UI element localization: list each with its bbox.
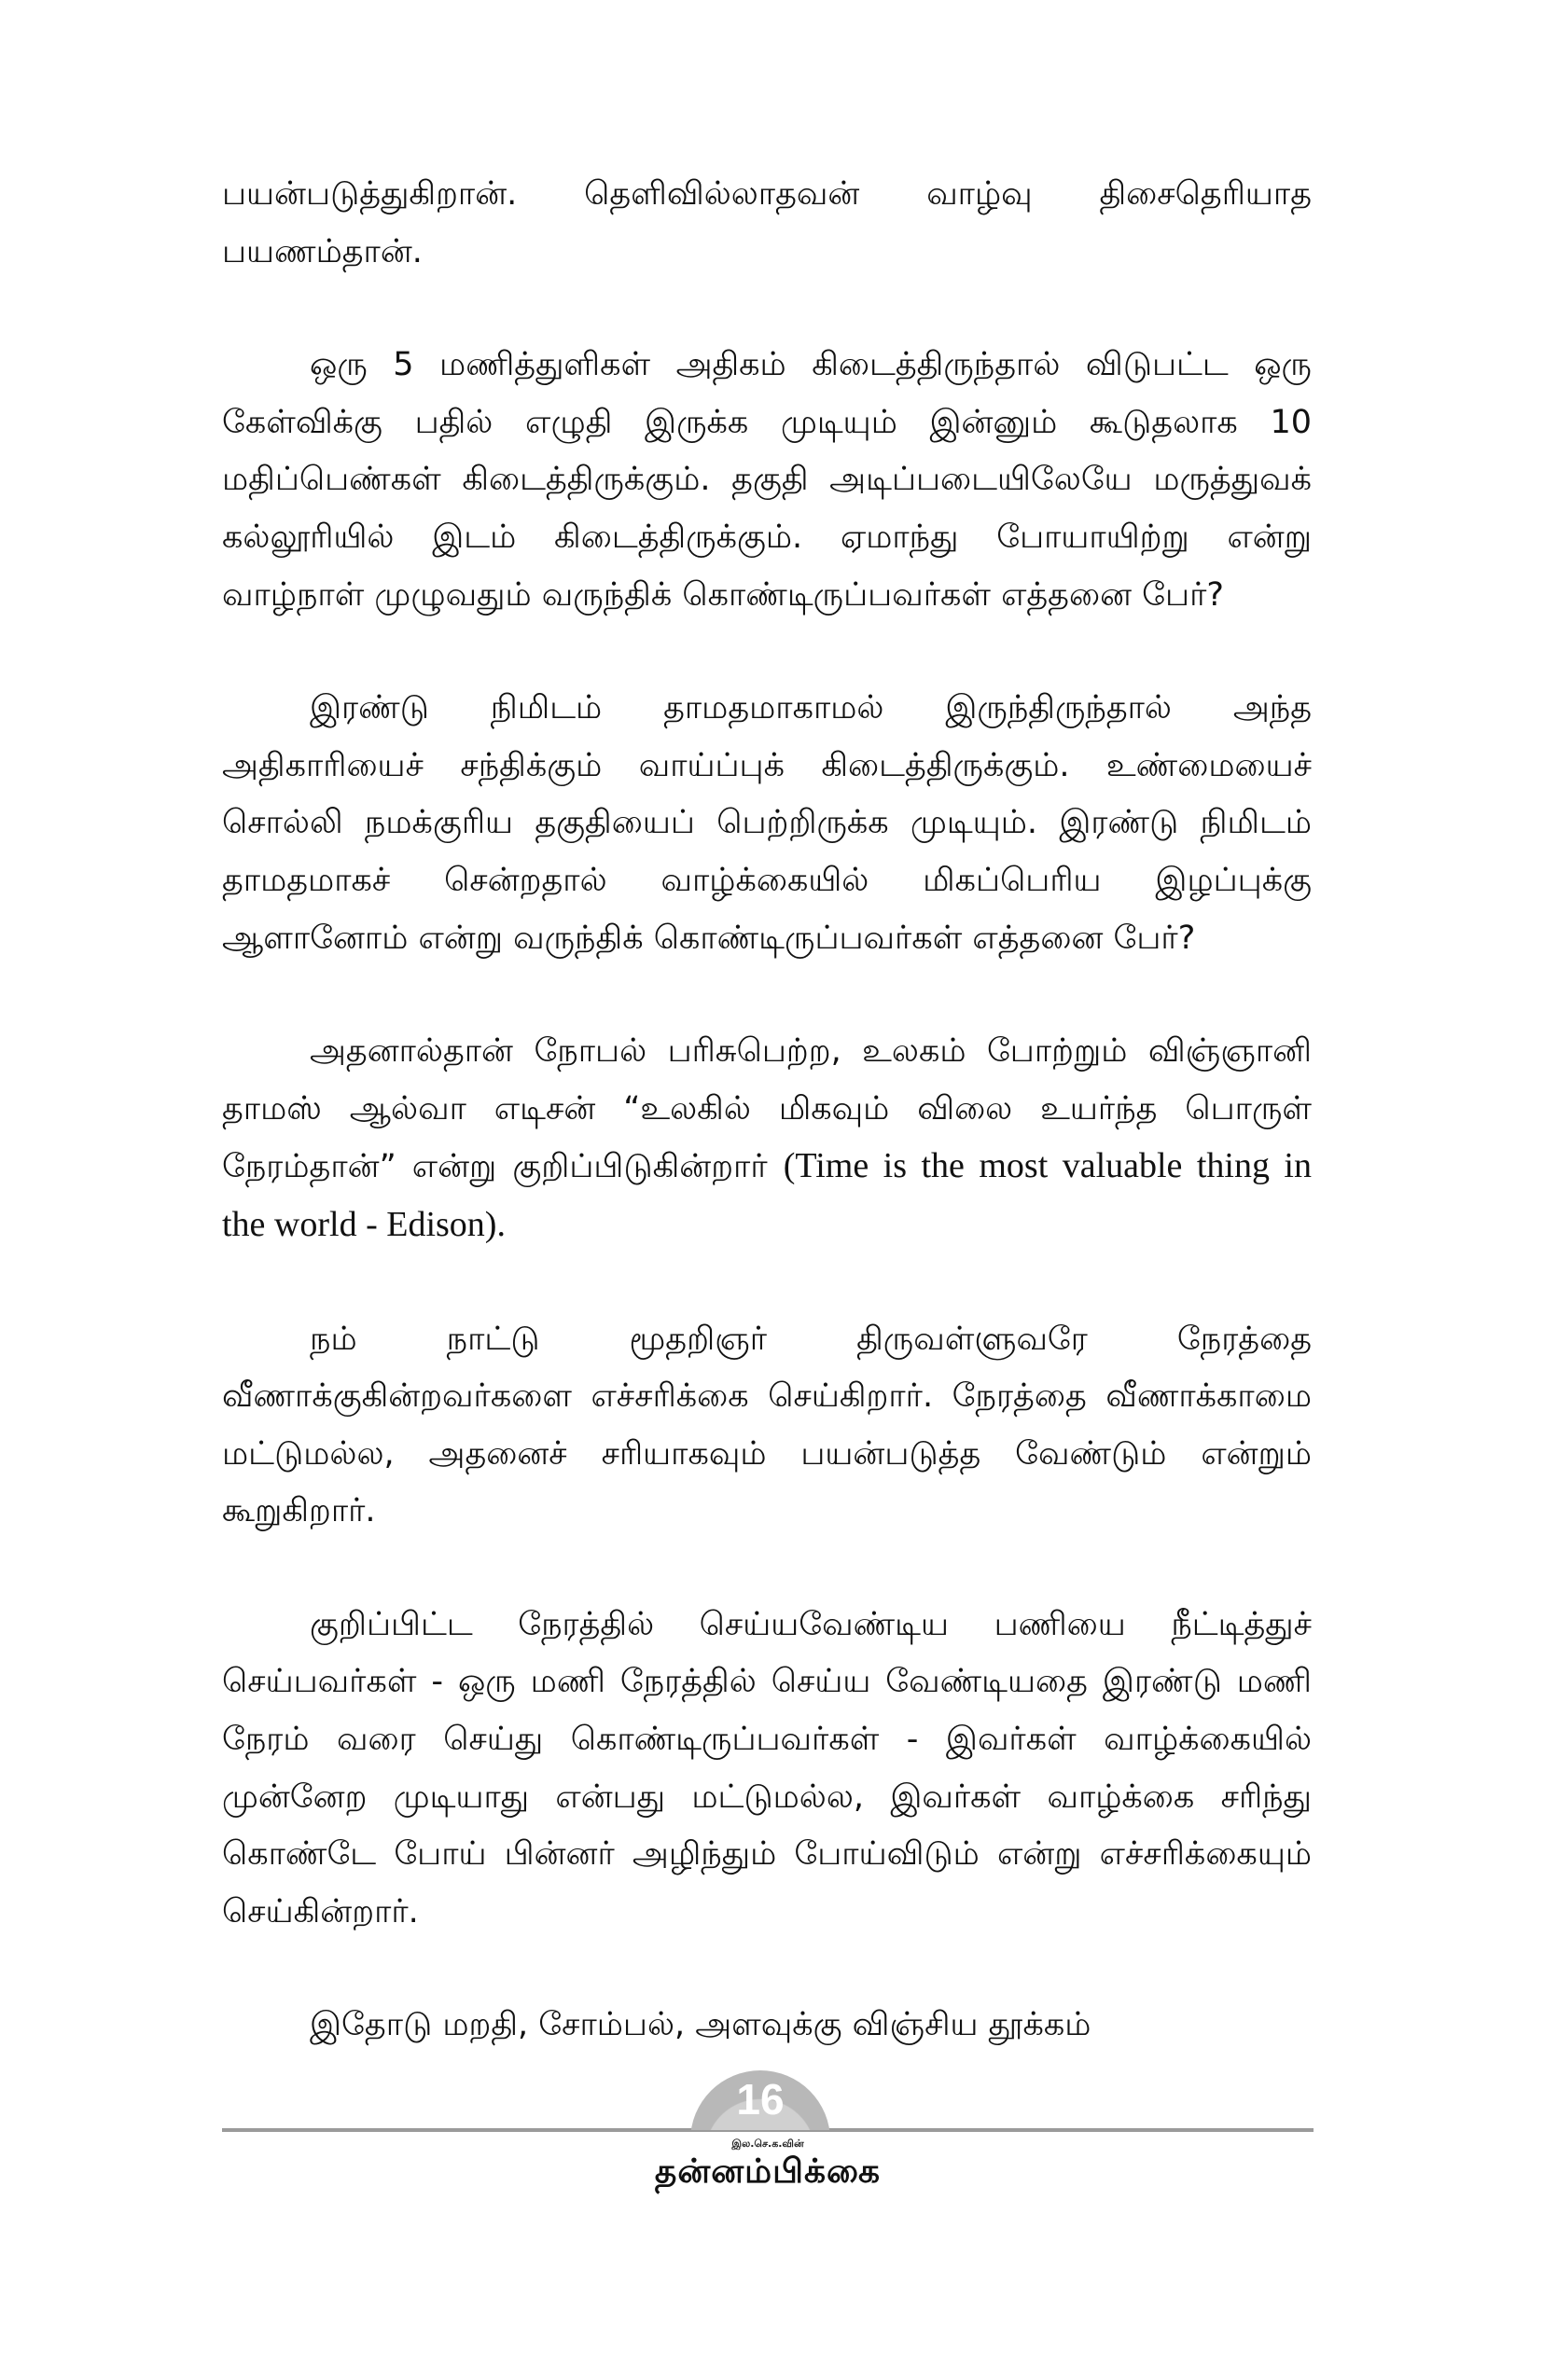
page-number: 16 xyxy=(736,2075,785,2124)
page-footer xyxy=(222,2070,1314,2257)
paragraph: குறிப்பிட்ட நேரத்தில் செய்யவேண்டிய பணியை நீட்டித்துச் செய்பவர்கள் - ஒரு மணி நேரத்தில் செய்ய வேண்டியதை இரண்டு மணி நேரம் வரை செய்து கொண்டிருப்பவர்கள் - இவர்கள் வாழ்க்கையில் முன்னேற முடியாது என்பது மட்டுமல்ல, இவர்கள் வாழ்க்கை சரிந்து கொண்டே போய் பின்னர் அழிந்தும் போய்விடும் என்று எச்சரிக்கையும் செய்கின்றார். xyxy=(222,1605,1312,1930)
paragraph: இதோடு மறதி, சோம்பல், அளவுக்கு விஞ்சிய தூக்கம் xyxy=(310,2006,1091,2044)
paragraph: ஒரு 5 மணித்துளிகள் அதிகம் கிடைத்திருந்தால் விடுபட்ட ஒரு கேள்விக்கு பதில் எழுதி இருக்க முடியும் இன்னும் கூடுதலாக 10 மதிப்பெண்கள் கிடைத்திருக்கும். தகுதி அடிப்படையிலேயே மருத்துவக் கல்லூரியில் இடம் கிடைத்திருக்கும். ஏமாந்து போயாயிற்று என்று வாழ்நாள் முழுவதும் வருந்திக் கொண்டிருப்பவர்கள் எத்தனை பேர்? xyxy=(222,346,1312,614)
page-number-badge xyxy=(690,2070,830,2130)
page-body xyxy=(222,166,1312,2055)
paragraph: பயன்படுத்துகிறான். தெளிவில்லாதவன் வாழ்வு திசைதெரியாத பயணம்தான். xyxy=(222,175,1312,270)
paragraph: நம் நாட்டு மூதறிஞர் திருவள்ளுவரே நேரத்தை வீணாக்குகின்றவர்களை எச்சரிக்கை செய்கிறார். நேரத்தை வீணாக்காமை மட்டுமல்ல, அதனைச் சரியாகவும் பயன்படுத்த வேண்டும் என்றும் கூறுகிறார். xyxy=(222,1320,1312,1530)
paragraph: இரண்டு நிமிடம் தாமதமாகாமல் இருந்திருந்தால் அந்த அதிகாரியைச் சந்திக்கும் வாய்ப்புக் கிடைத்திருக்கும். உண்மையைச் சொல்லி நமக்குரிய தகுதியைப் பெற்றிருக்க முடியும். இரண்டு நிமிடம் தாமதமாகச் சென்றதால் வாழ்க்கையில் மிகப்பெரிய இழப்புக்கு ஆளானோம் என்று வருந்திக் கொண்டிருப்பவர்கள் எத்தனை பேர்? xyxy=(222,689,1312,957)
paragraph-text: அதனால்தான் நோபல் பரிசுபெற்ற, உலகம் போற்றும் விஞ்ஞானி தாமஸ் ஆல்வா எடிசன் “உலகில் மிகவும் விலை உயர்ந்த பொருள் நேரம்தான்” என்று குறிப்பிடுகின்றார் xyxy=(222,1032,1312,1186)
paragraph-edison xyxy=(222,1023,1312,1254)
brand-prefix: இல.செ.க.வின் xyxy=(731,2138,804,2150)
edison-quote-english: (Time is the most valuable thing in the world - Edison). xyxy=(222,1146,1312,1244)
brand-logo-text: தன்னம்பிக்கை xyxy=(654,2152,882,2191)
